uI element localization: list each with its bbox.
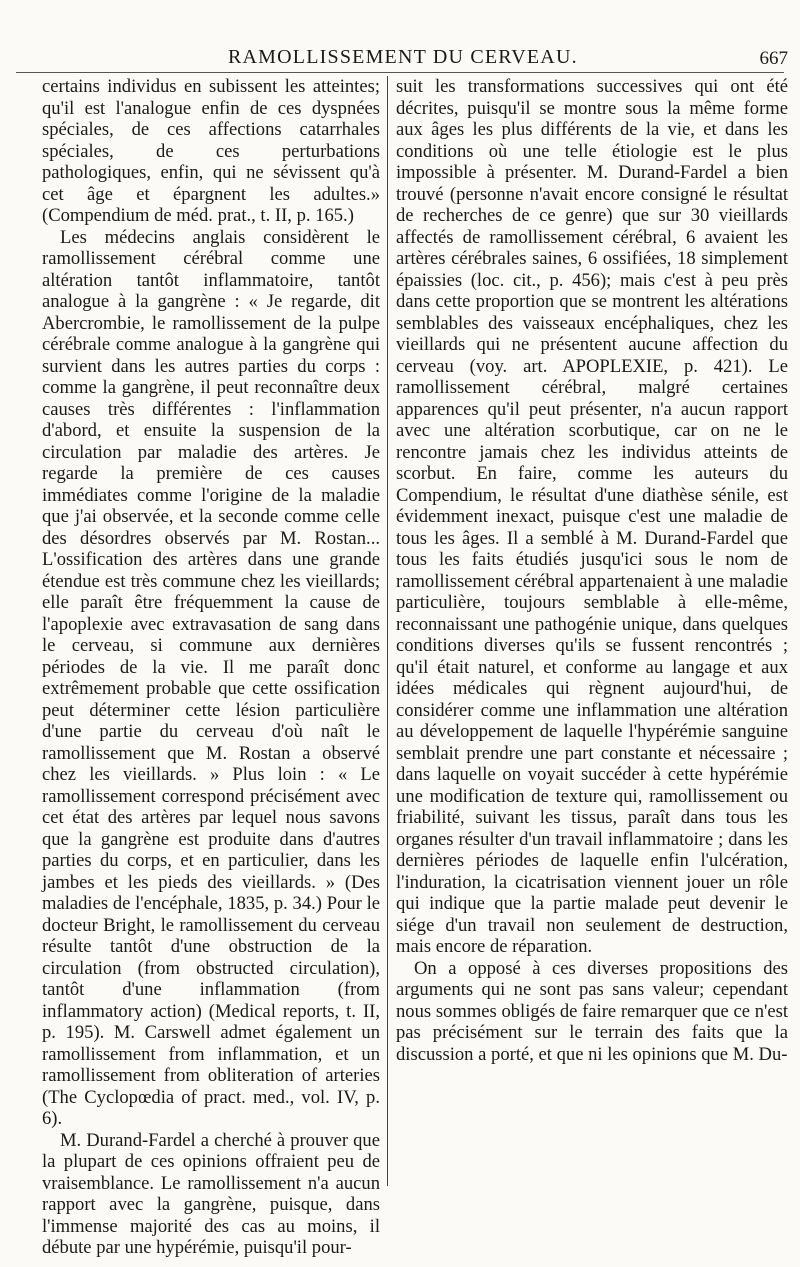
running-title: RAMOLLISSEMENT DU CERVEAU.	[228, 46, 578, 68]
left-paragraph-1: certains individus en subissent les atteintes; qu'il est l'analogue enfin de ces dyspnées spéciales, de ces affections catarrhales spéciales, de ces perturbations pathologiques, enfin, qui ne sévissent qu'à cet âge et épargnent les adultes.» (Compendium de méd. prat., t. II, p. 165.)	[42, 76, 380, 226]
right-paragraph-2: On a opposé à ces diverses propositions des arguments qui ne sont pas sans valeur; cependant nous sommes obligés de faire remarquer que ce n'est pas précisément sur le terrain des faits que la discussion a porté, et que ni les opinions que M. Du-	[396, 957, 788, 1065]
right-column	[396, 76, 788, 1065]
left-paragraph-3: M. Durand-Fardel a cherché à prouver que la plupart de ces opinions offraient peu de vraisemblance. Le ramollissement n'a aucun rapport avec la gangrène, puisque, dans l'immense majorité des cas au moins, il débute par une hypérémie, puisqu'il pour-	[42, 1129, 380, 1258]
left-paragraph-2: Les médecins anglais considèrent le ramollissement cérébral comme une altération tantôt inflammatoire, tantôt analogue à la gangrène : « Je regarde, dit Abercrombie, le ramollissement de la pulpe cérébrale comme analogue à la gangrène qui survient dans les autres parties du corps : comme la gangrène, il peut reconnaître deux causes très différentes : l'inflammation d'abord, et ensuite la suspension de la circulation par maladie des artères. Je regarde la première de ces causes immédiates comme l'origine de la maladie que j'ai observée, et la seconde comme celle des désordres observés par M. Rostan... L'ossification des artères dans une grande étendue est très commune chez les vieillards; elle paraît être fréquemment la cause de l'apoplexie avec extravasation de sang dans le cerveau, si commune aux dernières périodes de la vie. Il me paraît donc extrêmement probable que cette ossification peut déterminer cette lésion particulière d'une partie du cerveau d'où naît le ramollissement que M. Rostan a observé chez les vieillards. » Plus loin : « Le ramollissement correspond précisément avec cet état des artères par lequel nous savons que la gangrène est produite dans d'autres parties du corps, et en particulier, dans les jambes et les pieds des vieillards. » (Des maladies de l'encéphale, 1835, p. 34.) Pour le docteur Bright, le ramollissement du cerveau résulte tantôt d'une obstruction de la circulation (from obstructed circulation), tantôt d'une inflammation (from inflammatory action) (Medical reports, t. II, p. 195). M. Carswell admet également un ramollissement from inflammation, et un ramollissement from obliteration of arteries (The Cyclopœdia of pract. med., vol. IV, p. 6).	[42, 226, 380, 1129]
column-divider	[387, 76, 388, 1186]
left-column	[42, 76, 380, 1259]
header-rule	[16, 72, 784, 73]
page-header	[0, 44, 800, 74]
page-number: 667	[759, 48, 788, 69]
right-paragraph-1: suit les transformations successives qui ont été décrites, puisqu'il se montre sous la même forme aux âges les plus différents de la vie, et dans les conditions où une telle étiologie est le plus impossible à présenter. M. Durand-Fardel a bien trouvé (personne n'avait encore consigné le résultat de recherches de ce genre) que sur 30 vieillards affectés de ramollissement cérébral, 6 avaient les artères cérébrales saines, 6 ossifiées, 18 simplement épaissies (loc. cit., p. 456); mais c'est à peu près dans cette proportion que se montrent les altérations semblables des vaisseaux encéphaliques, chez les vieillards qui ne présentent aucune affection du cerveau (voy. art. APOPLEXIE, p. 421). Le ramollissement cérébral, malgré certaines apparences qu'il peut présenter, n'a aucun rapport avec une altération scorbutique, car on ne le rencontre jamais chez les individus atteints de scorbut. En faire, comme les auteurs du Compendium, le résultat d'une diathèse sénile, est évidemment inexact, puisque c'est une maladie de tous les âges. Il a semblé à M. Durand-Fardel que tous les faits étudiés jusqu'ici sous le nom de ramollissement cérébral appartenaient à une maladie particulière, toujours semblable à elle-même, reconnaissant une pathogénie unique, dans quelques conditions diverses qu'ils se fussent rencontrés ; qu'il était naturel, et conforme au langage et aux idées médicales qui règnent aujourd'hui, de considérer comme une inflammation une altération au développement de laquelle l'hypérémie sanguine semblait prendre une part constante et nécessaire ; dans laquelle on voyait succéder à cette hypérémie une modification de texture qui, ramollissement ou friabilité, suivant les tissus, paraît dans tous les organes résulter d'un travail inflammatoire ; dans les dernières périodes de laquelle enfin l'ulcération, l'induration, la cicatrisation viennent jouer un rôle qui indique que la partie malade peut devenir le siége d'un travail non seulement de destruction, mais encore de réparation.	[396, 76, 788, 957]
